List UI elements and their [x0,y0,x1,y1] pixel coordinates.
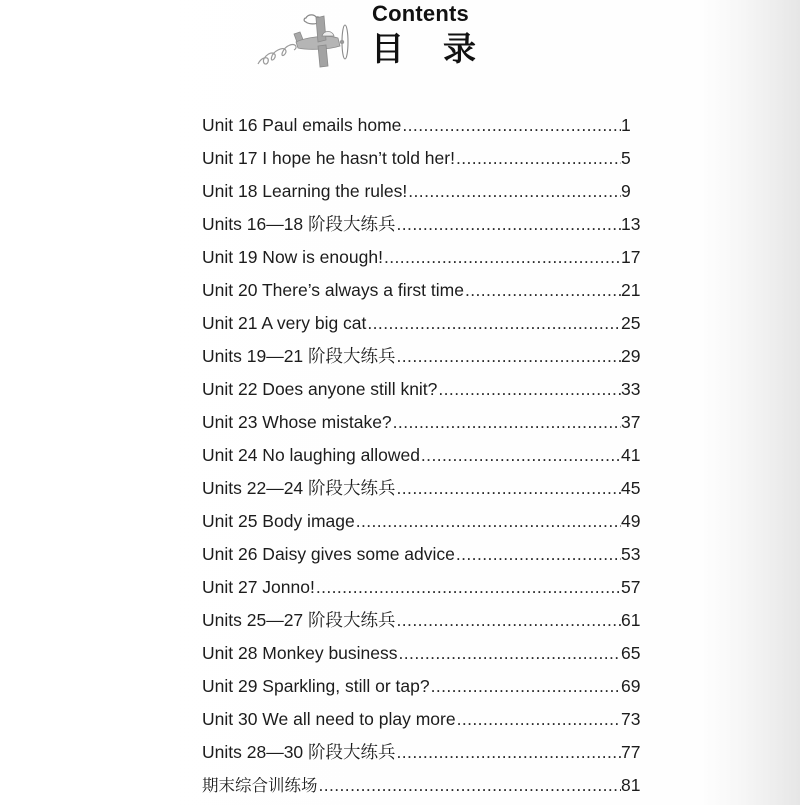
toc-entry[interactable] [202,607,652,640]
toc-entry-page-number[interactable]: 65 [621,643,641,663]
toc-entry-title[interactable]: Unit 26 Daisy gives some advice [202,544,455,564]
toc-entry-page-number[interactable]: 81 [621,775,641,795]
toc-entry-page-number[interactable]: 5 [621,148,631,168]
toc-entry-page-number[interactable]: 17 [621,247,641,267]
toc-entry[interactable] [202,376,652,409]
toc-entry[interactable] [202,112,652,145]
toc-leader-dots [465,277,621,303]
toc-leader-dots [316,574,621,600]
toc-entry[interactable] [202,145,652,178]
toc-leader-dots [367,310,621,336]
toc-entry-page-number[interactable]: 25 [621,313,641,333]
toc-entry[interactable] [202,409,652,442]
toc-entry[interactable] [202,343,652,376]
toc-entry-page-number[interactable]: 37 [621,412,641,432]
toc-entry-title[interactable]: Units 22—24 阶段大练兵 [202,478,396,498]
toc-entry-title[interactable]: Unit 24 No laughing allowed [202,445,420,465]
toc-leader-dots [399,640,621,666]
toc-entry-page-number[interactable]: 29 [621,346,641,366]
toc-entry[interactable] [202,442,652,475]
toc-leader-dots [397,607,621,633]
toc-entry-title[interactable]: Unit 21 A very big cat [202,313,367,333]
toc-entry-page-number[interactable]: 45 [621,478,641,498]
contents-title-cn [371,30,476,68]
toc-leader-dots [397,211,621,237]
toc-leader-dots [384,244,621,270]
toc-leader-dots [456,541,621,567]
toc-entry-title[interactable]: Unit 25 Body image [202,511,355,531]
toc-entry-page-number[interactable]: 21 [621,280,641,300]
airplane-icon [256,12,352,68]
toc-entry-page-number[interactable]: 77 [621,742,641,762]
toc-entry-page-number[interactable]: 49 [621,511,641,531]
toc-entry[interactable] [202,673,652,706]
toc-entry-page-number[interactable]: 33 [621,379,641,399]
toc-entry-title[interactable]: Unit 23 Whose mistake? [202,412,392,432]
toc-entry-title[interactable]: 期末综合训练场 [202,776,318,795]
toc-entry-title[interactable]: Unit 28 Monkey business [202,643,398,663]
toc-entry-title[interactable]: Units 28—30 阶段大练兵 [202,742,396,762]
toc-leader-dots [356,508,621,534]
toc-entry-title[interactable]: Unit 19 Now is enough! [202,247,383,267]
toc-entry[interactable] [202,574,652,607]
toc-entry[interactable] [202,640,652,673]
toc-leader-dots [402,112,621,138]
toc-entry-title[interactable]: Unit 16 Paul emails home [202,115,402,135]
toc-entry[interactable] [202,508,652,541]
toc-entry[interactable] [202,706,652,739]
toc-entry-title[interactable]: Units 19—21 阶段大练兵 [202,346,396,366]
toc-entry-title[interactable]: Unit 27 Jonno! [202,577,315,597]
toc-leader-dots [421,442,621,468]
contents-header [0,0,800,80]
toc-entry-page-number[interactable]: 9 [621,181,631,201]
toc-entry-page-number[interactable]: 41 [621,445,641,465]
toc-entry-page-number[interactable]: 53 [621,544,641,564]
toc-entry-page-number[interactable]: 69 [621,676,641,696]
contents-title-cn-char-1: 目 [371,29,404,68]
toc-entry[interactable] [202,178,652,211]
toc-entry[interactable] [202,211,652,244]
toc-leader-dots [408,178,621,204]
toc-entry-title[interactable]: Unit 29 Sparkling, still or tap? [202,676,430,696]
toc-leader-dots [397,475,621,501]
toc-leader-dots [319,772,622,798]
toc-entry[interactable] [202,277,652,310]
toc-entry-title[interactable]: Unit 20 There’s always a first time [202,280,464,300]
toc-leader-dots [397,343,621,369]
toc-entry-title[interactable]: Unit 17 I hope he hasn’t told her! [202,148,455,168]
toc-entry[interactable] [202,772,652,805]
toc-entry[interactable] [202,310,652,343]
toc-entry[interactable] [202,739,652,772]
toc-entry[interactable] [202,475,652,508]
toc-leader-dots [431,673,621,699]
toc-entry-title[interactable]: Unit 18 Learning the rules! [202,181,408,201]
toc-entry-page-number[interactable]: 57 [621,577,641,597]
toc-entry-title[interactable]: Units 16—18 阶段大练兵 [202,214,396,234]
table-of-contents [202,112,652,805]
contents-title-en: Contents [372,1,469,26]
toc-leader-dots [397,739,621,765]
toc-entry-page-number[interactable]: 1 [621,115,631,135]
toc-entry[interactable] [202,244,652,277]
toc-leader-dots [438,376,621,402]
toc-leader-dots [457,706,621,732]
toc-entry-page-number[interactable]: 13 [621,214,641,234]
toc-entry-title[interactable]: Unit 22 Does anyone still knit? [202,379,438,399]
toc-entry-title[interactable]: Unit 30 We all need to play more [202,709,456,729]
toc-leader-dots [456,145,621,171]
toc-leader-dots [393,409,621,435]
toc-entry-page-number[interactable]: 61 [621,610,641,630]
toc-entry-title[interactable]: Units 25—27 阶段大练兵 [202,610,396,630]
toc-entry-page-number[interactable]: 73 [621,709,641,729]
contents-title-cn-char-2: 录 [443,29,476,68]
toc-entry[interactable] [202,541,652,574]
